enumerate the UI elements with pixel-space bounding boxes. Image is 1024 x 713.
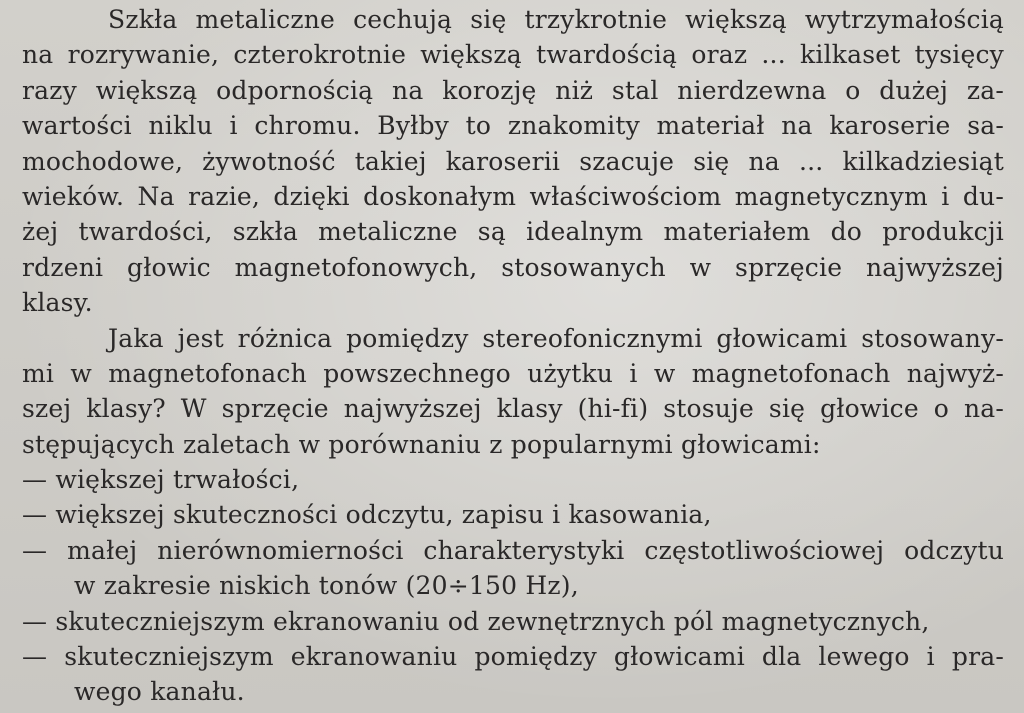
list-item: — większej skuteczności odczytu, zapisu i kasowania,	[22, 500, 712, 530]
text-line: na rozrywanie, czterokrotnie większą twardością oraz ... kilkaset tysięcy	[22, 40, 1004, 70]
text-line: wartości niklu i chromu. Byłby to znakomity materiał na karoserie sa-	[22, 111, 1004, 141]
list-item-continuation: wego kanału.	[74, 677, 245, 707]
text-line: Jaka jest różnica pomiędzy stereofonicznymi głowicami stosowany-	[108, 323, 1004, 353]
text-line: mochodowe, żywotność takiej karoserii szacuje się na ... kilkadziesiąt	[22, 146, 1004, 176]
advantages-list	[22, 462, 1004, 710]
paragraph-metallic-glass	[22, 2, 1004, 321]
list-item: — skuteczniejszym ekranowaniu od zewnętrznych pól magnetycznych,	[22, 606, 930, 636]
list-item: — małej nierównomierności charakterystyki częstotliwościowej odczytu	[22, 535, 1004, 565]
text-line: stępujących zaletach w porównaniu z popularnymi głowicami:	[22, 429, 821, 459]
text-line: wieków. Na razie, dzięki doskonałym właściwościom magnetycznym i du-	[22, 181, 1004, 211]
text-line: klasy.	[22, 288, 93, 318]
list-item: — skuteczniejszym ekranowaniu pomiędzy głowicami dla lewego i pra-	[22, 642, 1004, 672]
text-line: mi w magnetofonach powszechnego użytku i w magnetofonach najwyż-	[22, 358, 1004, 388]
paragraph-heads-question	[22, 321, 1004, 463]
text-line: razy większą odpornością na korozję niż stal nierdzewna o dużej za-	[22, 75, 1004, 105]
text-line: żej twardości, szkła metaliczne są idealnym materiałem do produkcji	[22, 217, 1004, 247]
text-line: szej klasy? W sprzęcie najwyższej klasy (hi-fi) stosuje się głowice o na-	[22, 394, 1004, 424]
list-item-continuation: w zakresie niskich tonów (20÷150 Hz),	[74, 571, 579, 601]
text-line: rdzeni głowic magnetofonowych, stosowanych w sprzęcie najwyższej	[22, 252, 1004, 282]
list-item: — większej trwałości,	[22, 465, 300, 495]
text-line: Szkła metaliczne cechują się trzykrotnie większą wytrzymałością	[108, 5, 1004, 34]
